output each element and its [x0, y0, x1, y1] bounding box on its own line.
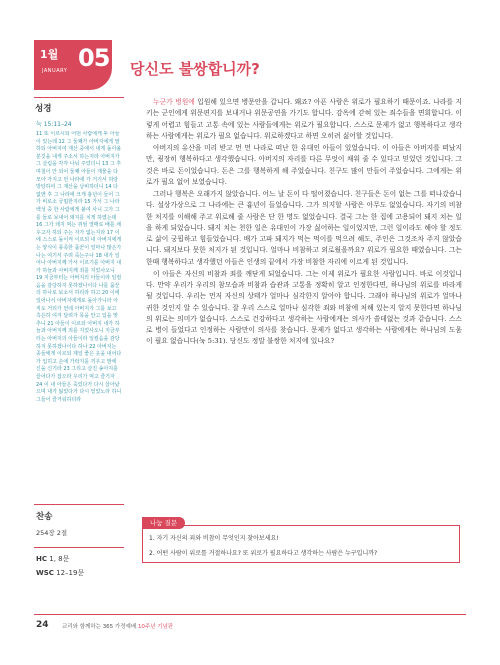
paragraph: 그러나 행복은 오래가지 않았습니다. 어느 날 돈이 다 떨어졌습니다. 친구들은 돈이 없는 그를 떠나갔습니다. 설상가상으로 그 나라에는 큰 흉년이 들었습니다. 그가 의지할 사람은 아무도 없었습니다. 자기의 비참한 처지를 이해해 주고 위로해 줄 사람은 단 한 명도 없었습니다. 결국 그는 한 집에 고용되어 돼지 치는 일을 하게 되었습니다. 돼지 치는 천한 일은 유대인이 가장 싫어하는 일이었지만, 그런 일이라도 해야 할 정도로 삶이 궁핍하고 힘들었습니다. 배가 고파 돼지가 먹는 먹이를 먹으려 해도, 주인은 그것조차 주지 않았습니다. 돼지보다 못한 처지가 된 것입니다. 얼마나 비참하고 외로웠을까요? 위로가 필요한 때였습니다. 그는 한때 행복하다고 생각했던 아들은 인생의 끝에서 가장 비참한 자리에 이르게 된 것입니다. — [146, 190, 462, 266]
page-number: 24 — [36, 620, 49, 630]
discussion-label: 나눔 질문 — [142, 517, 185, 529]
discussion-box — [142, 525, 460, 563]
divider — [34, 504, 124, 505]
divider — [34, 97, 124, 98]
paragraph-text: 입원해 있으면 병문안을 갑니다. 왜죠? 아픈 사람은 위로가 필요하기 때문이죠. 나라를 지키는 군인에게 위문편지를 보내거나 위문공연을 가기도 합니다. 감옥에 갇혀 있는 죄수들을 면회합니다. 이렇게 어렵고 힘들고 고통 속에 있는 사람들에게는 위로가 필요합니다. 스스로 문제가 없고 행복하다고 생각하는 사람에게는 위로가 필요 없습니다. 위로하겠다고 하면 오히려 싫어할 것입니다. — [146, 98, 462, 140]
hymn-number: 254장 2절 — [36, 529, 68, 537]
footer-divider — [34, 614, 466, 615]
scripture-heading: 성경 — [35, 104, 52, 114]
scripture-reference: 눅 15:11–24 — [36, 121, 72, 128]
date-month-number: 1월 — [40, 48, 59, 61]
paragraph: 이 아들은 자신의 비참과 죄를 깨닫게 되었습니다. 그는 이제 위로가 필요한 사람입니다. 바로 이것입니다. 만약 우리가 우리의 참모습과 비참과 습관과 고통을 정확히 알고 인정한다면, 하나님의 위로를 바라게 될 것입니다. 우리는 먼저 자신의 상태가 얼마나 심각한지 알아야 합니다. 그래야 하나님의 위로가 얼마나 귀한 것인지 알 수 있습니다. 잘 우리 스스로 얼마나 심각한 죄와 비참에 처해 있는지 알지 못한다면 하나님의 위로는 의미가 없습니다. 스스로 건강하다고 생각하는 사람에게는 의사가 쓸데없는 것과 같습니다. 스스로 병이 들었다고 인정하는 사람만이 의사를 찾습니다. 문제가 없다고 생각하는 사람에게는 하나님의 도움이 필요 없습니다(눅 5:31). 당신도 정말 불쌍한 처지에 있나요? — [146, 269, 462, 346]
scripture-text: 11 또 이르시되 어떤 사람에게 두 아들이 있는데 12 그 둘째가 아버지에게 말하되 아버지여 재산 중에서 내게 돌아올 분깃을 내게 주소서 하는지라 아버지가 그 살림을 각각 나눠 주었더니 13 그 후 며칠이 안 되어 둘째 아들이 재물을 다 모아 가지고 먼 나라에 가 거기서 허랑방탕하여 그 재산을 낭비하더니 14 다 없앤 후 그 나라에 크게 흉년이 들어 그가 비로소 궁핍한지라 15 가서 그 나라 백성 중 한 사람에게 붙여 사니 그가 그를 들로 보내어 돼지를 치게 하였는데 16 그가 돼지 먹는 쥐엄 열매로 배를 채우고자 하되 주는 자가 없는지라 17 이에 스스로 돌이켜 이르되 내 아버지에게는 양식이 풍족한 품꾼이 얼마나 많은가 나는 여기서 주려 죽는구나 18 내가 일어나 아버지께 가서 이르기를 아버지 내가 하늘과 아버지께 죄를 지었사오니 19 지금부터는 아버지의 아들이라 일컬음을 감당하지 못하겠나이다 나를 품꾼의 하나로 보소서 하리라 하고 20 이에 일어나서 아버지에게로 돌아가니라 아직도 거리가 먼데 아버지가 그를 보고 측은히 여겨 달려가 목을 안고 입을 맞추니 21 아들이 이르되 아버지 내가 하늘과 아버지께 죄를 지었사오니 지금부터는 아버지의 아들이라 일컬음을 감당하지 못하겠나이다 하나 22 아버지는 종들에게 이르되 제일 좋은 옷을 내어다가 입히고 손에 가락지를 끼우고 발에 신을 신기라 23 그리고 살진 송아지를 끌어다가 잡으라 우리가 먹고 즐기자 24 이 내 아들은 죽었다가 다시 살아났으며 내가 잃었다가 다시 얻었노라 하니 그들이 즐거워하더라 — [36, 131, 122, 403]
date-badge — [34, 40, 112, 90]
highlighted-opening: 누군가 병원에 — [153, 98, 195, 106]
scripture-panel — [34, 97, 124, 455]
paragraph — [146, 97, 462, 142]
date-day: 05 — [78, 44, 110, 72]
wsc-value: 12–19문 — [56, 569, 85, 577]
paragraph: 아버지의 유산을 미리 받고 먼 먼 나라로 떠난 한 유대인 아들이 있었습니다. 이 아들은 아버지를 떠났지만, 굉장히 행복하다고 생각했습니다. 아버지의 자리를 다른 무엇이 채워 줄 수 있다고 믿었던 것입니다. 그것은 바로 돈이었습니다. 돈은 그를 행복하게 해 주었습니다. 친구도 많이 만들어 주었습니다. 그에게는 위로가 필요 없어 보였습니다. — [146, 144, 462, 186]
footer-book-title: 교리와 함께하는 365 가정예배 — [62, 624, 138, 630]
page-title: 당신도 불쌍합니까? — [130, 60, 260, 78]
catechism-hc — [36, 554, 69, 564]
hymn-heading: 찬송 — [36, 512, 53, 522]
hc-value: 1, 8문 — [49, 555, 70, 563]
hc-label: HC — [36, 555, 47, 563]
discussion-question: 1. 자기 자신의 죄와 비참이 무엇인지 찾아보세요! — [149, 535, 279, 542]
discussion-question: 2. 어떤 사람이 위로를 거절하나요? 또 위로가 필요하다고 생각하는 사람은 누구입니까? — [149, 550, 378, 557]
date-month-english: JANUARY — [42, 68, 68, 74]
catechism-wsc — [36, 568, 84, 578]
devotion-body — [146, 97, 462, 349]
footer-title — [62, 622, 173, 630]
footer-edition: 10주년 기념판 — [137, 624, 174, 630]
divider — [34, 547, 124, 548]
wsc-label: WSC — [36, 569, 54, 577]
